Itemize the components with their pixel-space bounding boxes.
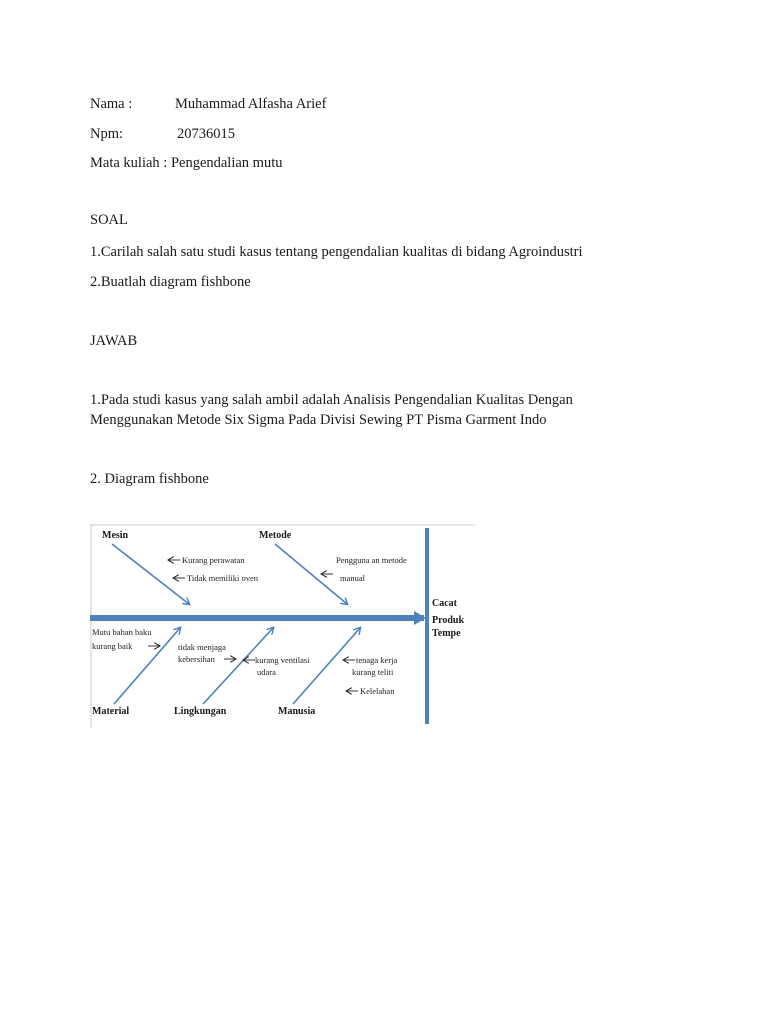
category-metode: Metode (259, 530, 292, 541)
fishbone-diagram (90, 524, 478, 728)
effect-label-1: Cacat (432, 598, 457, 609)
cause-metode-2: manual (340, 573, 366, 583)
effect-label-2: Produk (432, 615, 465, 626)
category-material: Material (92, 706, 130, 717)
name-value: Muhammad Alfasha Arief (175, 96, 327, 112)
cause-manusia-2: kurang teliti (352, 667, 394, 677)
jawab-heading: JAWAB (90, 333, 138, 349)
question-1: 1.Carilah salah satu studi kasus tentang pengendalian kualitas di bidang Agroindustri (90, 244, 583, 260)
name-label: Nama : (90, 96, 133, 112)
cause-manusia-3: Kelelahan (360, 686, 395, 696)
cause-material-2: kurang baik (92, 641, 133, 651)
category-lingkungan: Lingkungan (174, 706, 227, 717)
cause-lingkungan-3: kurang ventilasi (255, 655, 310, 665)
cause-manusia-1: tenaga kerja (356, 655, 398, 665)
cause-lingkungan-2: kebersihan (178, 654, 215, 664)
bone-material (114, 628, 180, 704)
question-2: 2.Buatlah diagram fishbone (90, 274, 251, 290)
bone-lingkungan (203, 628, 273, 704)
effect-label-3: Tempe (432, 628, 461, 639)
npm-value: 20736015 (177, 126, 235, 142)
answer-1: 1.Pada studi kasus yang salah ambil adalah Analisis Pengendalian Kualitas Dengan Menggunakan Metode Six Sigma Pada Divisi Sewing PT Pisma Garment Indo (90, 392, 573, 428)
bone-manusia (293, 628, 360, 704)
cause-mesin-2: Tidak memiliki oven (187, 573, 258, 583)
bone-mesin (112, 544, 189, 604)
category-mesin: Mesin (102, 530, 129, 541)
cause-lingkungan-4: udara (257, 667, 276, 677)
cause-material-1: Mutu bahan baku (92, 627, 152, 637)
npm-label: Npm: (90, 126, 124, 142)
soal-heading: SOAL (90, 212, 128, 228)
cause-mesin-1: Kurang perawatan (182, 555, 245, 565)
bone-metode (275, 544, 347, 604)
category-manusia: Manusia (278, 706, 316, 717)
answer-2: 2. Diagram fishbone (90, 471, 209, 487)
course-line: Mata kuliah : Pengendalian mutu (90, 155, 283, 171)
cause-metode-1: Pengguna an metode (336, 555, 407, 565)
cause-lingkungan-1: tidak menjaga (178, 642, 226, 652)
